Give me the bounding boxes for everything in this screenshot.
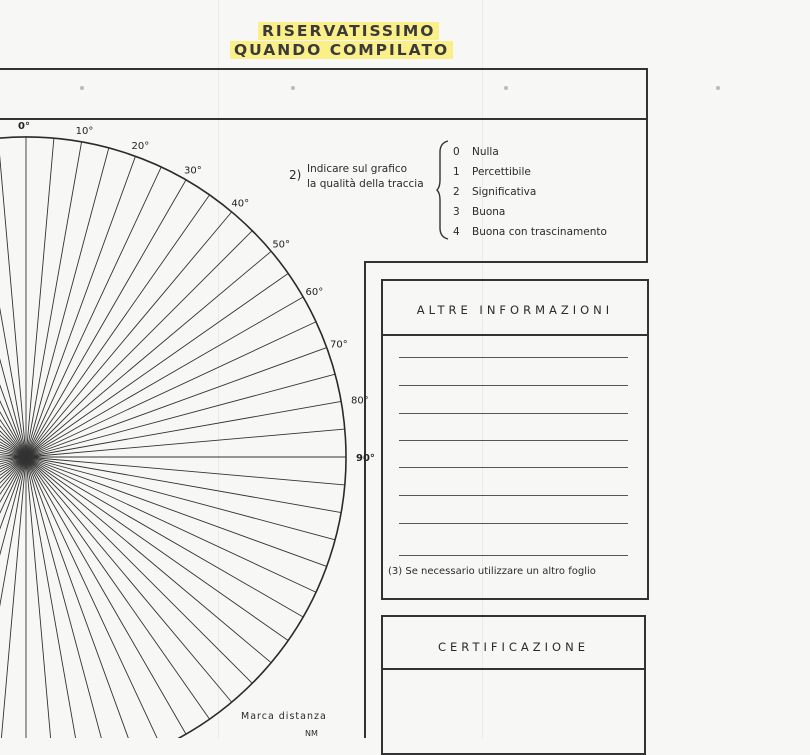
- polar-ray: [26, 457, 82, 738]
- certificazione-panel[interactable]: [381, 615, 646, 755]
- angle-label: 70°: [329, 339, 348, 351]
- quality-option[interactable]: 1 Percettibile: [453, 166, 531, 178]
- brace-icon: [436, 140, 450, 240]
- quality-option[interactable]: 2 Significativa: [453, 186, 537, 198]
- quality-options: [453, 146, 607, 246]
- altre-informazioni-title: ALTRE INFORMAZIONI: [416, 303, 614, 317]
- write-line[interactable]: [399, 385, 628, 386]
- quality-title: [307, 162, 424, 192]
- distance-unit: NM: [305, 729, 318, 738]
- angle-label: 40°: [231, 198, 250, 210]
- polar-ray: [26, 457, 345, 485]
- angle-label: 20°: [131, 141, 150, 153]
- quality-option[interactable]: 3 Buona: [453, 206, 506, 218]
- polar-ray: [0, 231, 26, 457]
- altre-informazioni-note: (3) Se necessario utilizzare un altro foglio: [388, 566, 596, 577]
- write-line[interactable]: [399, 467, 628, 468]
- write-line[interactable]: [399, 440, 628, 441]
- polar-ray: [26, 167, 161, 457]
- quality-option[interactable]: 4 Buona con trascinamento: [453, 226, 607, 238]
- quality-title-line2: la qualità della traccia: [307, 178, 424, 190]
- polar-ray: [26, 374, 335, 457]
- write-line[interactable]: [399, 495, 628, 496]
- classification-line1: RISERVATISSIMO: [258, 22, 439, 40]
- polar-ray: [26, 138, 54, 457]
- write-line[interactable]: [399, 555, 628, 556]
- angle-label: 10°: [75, 126, 94, 138]
- polar-ray: [0, 457, 26, 683]
- polar-ray: [0, 457, 26, 719]
- polar-ray: [26, 457, 327, 566]
- angle-label: 80°: [350, 395, 369, 407]
- quality-title-line1: Indicare sul grafico: [307, 163, 408, 175]
- classification-line2: QUANDO COMPILATO: [230, 41, 453, 59]
- polar-ray: [26, 457, 54, 738]
- polar-outer-circle: [0, 137, 346, 738]
- angle-label: 0°: [18, 121, 30, 132]
- angle-label: 30°: [184, 165, 202, 177]
- quality-number: 2): [289, 168, 302, 182]
- quality-option[interactable]: 0 Nulla: [453, 146, 499, 158]
- polar-ray: [26, 322, 316, 457]
- polar-ray: [26, 429, 345, 457]
- distance-label: Marca distanza: [241, 711, 327, 722]
- polar-ray: [26, 457, 335, 540]
- panel-divider: [383, 334, 647, 336]
- polar-ray: [26, 457, 316, 592]
- certificazione-title: CERTIFICAZIONE: [438, 640, 589, 654]
- angle-label: 50°: [272, 239, 291, 251]
- write-line[interactable]: [399, 357, 628, 358]
- angle-label: 60°: [305, 287, 324, 298]
- write-line[interactable]: [399, 523, 628, 524]
- polar-ray: [0, 457, 26, 566]
- polar-ray: [26, 148, 109, 457]
- angle-label: 90°: [356, 453, 375, 464]
- polar-ray: [26, 156, 135, 457]
- polar-ray: [0, 348, 26, 457]
- polar-ray: [0, 457, 26, 738]
- polar-ray: [26, 348, 327, 457]
- write-line[interactable]: [399, 413, 628, 414]
- panel-divider: [383, 668, 644, 670]
- polar-ray: [26, 457, 135, 738]
- polar-ray: [0, 195, 26, 457]
